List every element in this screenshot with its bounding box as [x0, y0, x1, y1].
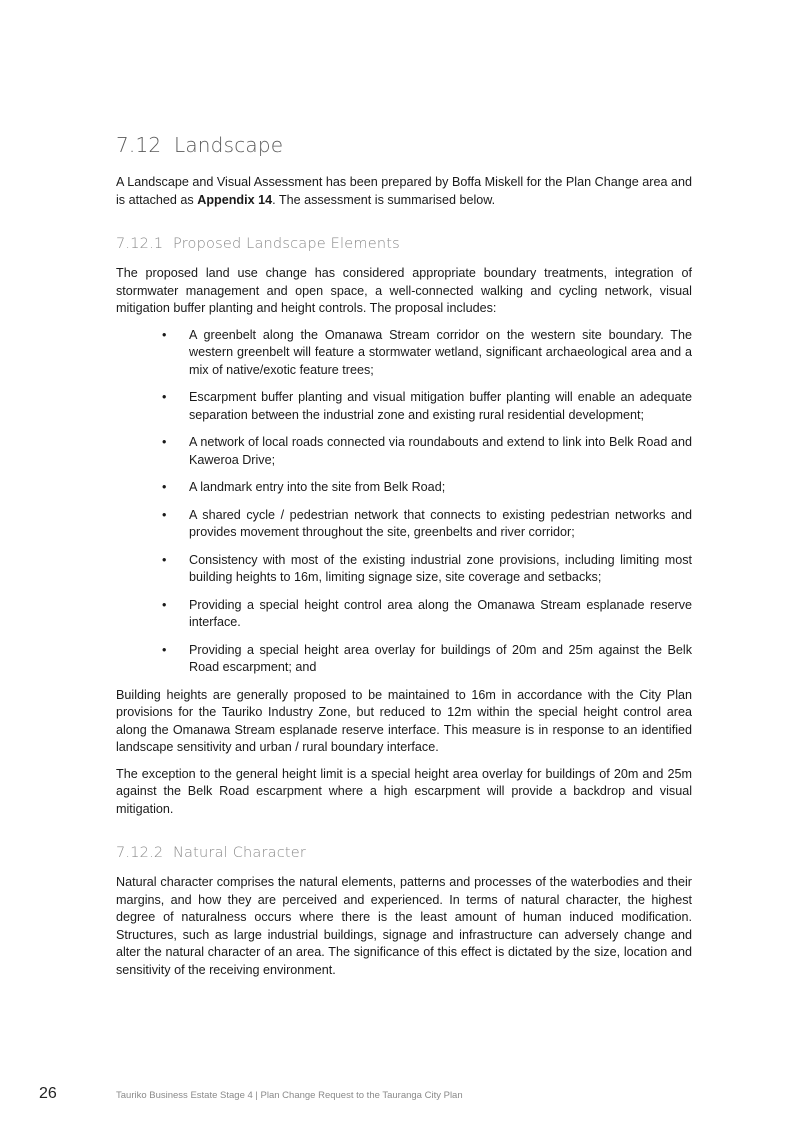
page-number: 26 [39, 1085, 57, 1102]
subsection-number: 7.12.2 [116, 845, 164, 861]
list-item-text: A network of local roads connected via roundabouts and extend to link into Belk Road and Kaweroa Drive; [189, 435, 692, 467]
list-item [116, 389, 692, 424]
list-item-text: A greenbelt along the Omanawa Stream corridor on the western site boundary. The western greenbelt will feature a stormwater wetland, significant archaeological area and a mix of native/exotic feature trees; [189, 327, 692, 377]
page-footer [39, 1085, 779, 1109]
list-item [116, 642, 692, 677]
height-exception-paragraph: The exception to the general height limit is a special height area overlay for buildings of 20m and 25m against the Belk Road escarpment where a high escarpment will provide a backdrop and visual mitigation. [116, 766, 692, 816]
list-item [116, 327, 692, 380]
section-heading [116, 133, 692, 157]
bullet-icon: • [162, 552, 167, 567]
bullet-icon: • [162, 480, 167, 494]
list-item [116, 434, 692, 469]
landscape-elements-intro: The proposed land use change has considered appropriate boundary treatments, integration of stormwater management and open space, a well-connected walking and cycling network, visual mitigation buffer planting and height controls. The proposal includes: [116, 266, 692, 315]
natural-character-paragraph: Natural character comprises the natural elements, patterns and processes of the waterbodies and their margins, and how they are perceived and experienced. In terms of natural character, the highest degree of naturalness occurs where there is the least amount of human induced modification. Structures, such as large industrial buildings, signage and infrastructure can adversely change and alter the natural character of an area. The significance of this effect is dictated by the size, location and sensitivity of the receiving environment. [116, 875, 692, 977]
subsection-heading-landscape-elements [116, 236, 692, 252]
bullet-icon: • [162, 597, 167, 612]
bullet-icon: • [162, 390, 167, 404]
subsection-number: 7.12.1 [116, 236, 164, 252]
subsection-heading-natural-character [116, 845, 692, 861]
footer-document-title: Tauriko Business Estate Stage 4 | Plan Change Request to the Tauranga City Plan [116, 1090, 463, 1101]
list-item-text: Consistency with most of the existing industrial zone provisions, including limiting most building heights to 16m, limiting signage size, site coverage and setbacks; [189, 552, 692, 584]
bullet-icon: • [162, 327, 167, 342]
appendix-reference: Appendix 14 [197, 192, 273, 207]
subsection-title: Proposed Landscape Elements [173, 236, 400, 252]
list-item-text: Providing a special height area overlay for buildings of 20m and 25m against the Belk Road escarpment; and [189, 642, 692, 674]
list-item [116, 479, 692, 497]
list-item [116, 552, 692, 587]
list-item-text: Escarpment buffer planting and visual mitigation buffer planting will enable an adequate separation between the industrial zone and existing rural residential development; [189, 390, 692, 422]
intro-text: A Landscape and Visual Assessment has been prepared by Boffa Miskell for the Plan Change area and is attached as [116, 175, 692, 207]
section-number: 7.12 [116, 133, 162, 157]
bullet-icon: • [162, 507, 167, 522]
bullet-icon: • [162, 435, 167, 449]
list-item-text: A shared cycle / pedestrian network that connects to existing pedestrian networks and provides movement throughout the site, greenbelts and river corridor; [189, 507, 692, 539]
list-item [116, 597, 692, 632]
list-item-text: A landmark entry into the site from Belk Road; [189, 480, 446, 494]
proposal-bullet-list [116, 327, 692, 677]
page-content [116, 133, 692, 988]
building-heights-paragraph: Building heights are generally proposed to be maintained to 16m in accordance with the City Plan provisions for the Tauriko Industry Zone, but reduced to 12m within the special height control area along the Omanawa Stream esplanade reserve interface. This measure is in response to an identified landscape sensitivity and urban / rural boundary interface. [116, 687, 692, 754]
list-item-text: Providing a special height control area along the Omanawa Stream esplanade reserve interface. [189, 597, 692, 629]
bullet-icon: • [162, 642, 167, 657]
intro-text-end: . The assessment is summarised below. [272, 192, 496, 207]
subsection-title: Natural Character [173, 845, 307, 861]
section-intro-paragraph [116, 174, 692, 209]
section-title: Landscape [174, 133, 284, 157]
list-item [116, 507, 692, 542]
